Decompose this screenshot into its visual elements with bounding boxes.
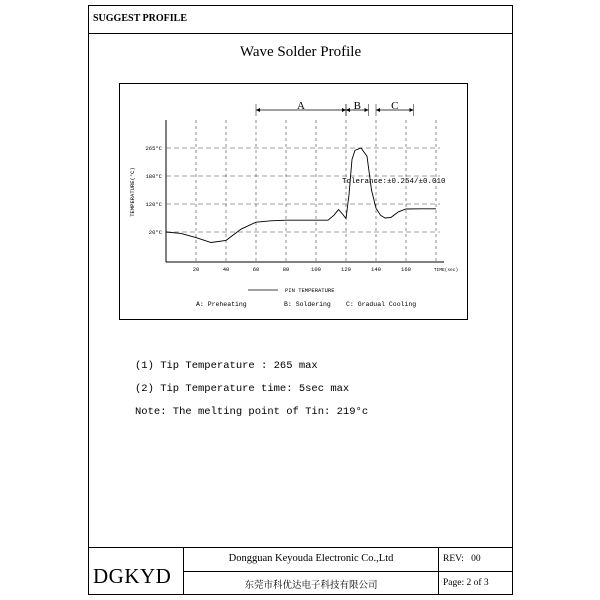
- company-name-en: Dongguan Keyouda Electronic Co.,Ltd: [228, 553, 394, 564]
- wave-solder-chart: [120, 84, 467, 319]
- header-bar: [89, 6, 512, 34]
- note-melting-point: Note: The melting point of Tin: 219°c: [135, 406, 369, 418]
- x-tick-label: 160: [401, 266, 411, 273]
- zone-arrow-head-left: [376, 108, 380, 112]
- page-title: Wave Solder Profile: [239, 44, 362, 60]
- x-tick-label: 120: [341, 266, 351, 273]
- rev-label: REV:: [443, 554, 464, 564]
- x-tick-label: 80: [282, 266, 290, 273]
- header-title: SUGGEST PROFILE: [93, 13, 188, 24]
- footer: [89, 547, 512, 594]
- zone-arrow-head-right: [365, 108, 369, 112]
- x-tick-label: 40: [222, 266, 230, 273]
- revision-field: [443, 554, 481, 564]
- footer-divider: [184, 571, 512, 572]
- legend-gradual-cooling: C: Gradual Cooling: [346, 301, 417, 308]
- zone-label: C: [391, 100, 399, 112]
- company-name-cn: 东莞市科优达电子科技有限公司: [244, 580, 378, 591]
- page-value: 2 of 3: [466, 578, 489, 588]
- notes-block: [135, 355, 368, 424]
- company-logo: [89, 548, 184, 595]
- zone-arrow-head-left: [346, 108, 350, 112]
- x-tick-label: 140: [371, 266, 381, 273]
- y-tick-label: 265°C: [145, 145, 162, 152]
- legend-preheating: A: Preheating: [196, 301, 247, 308]
- y-tick-label: 120°C: [145, 201, 162, 208]
- note-tip-time: (2) Tip Temperature time: 5sec max: [135, 383, 350, 395]
- legend-soldering: B: Soldering: [284, 301, 331, 308]
- x-axis-label: TIME(sec): [433, 268, 459, 273]
- zone-label: B: [353, 100, 361, 112]
- legend-pin-temperature: PIN TEMPERATURE: [285, 287, 335, 294]
- y-tick-label: 20°C: [148, 229, 162, 236]
- zone-arrow-head-left: [256, 108, 260, 112]
- x-tick-label: 60: [252, 266, 260, 273]
- x-tick-label: 100: [311, 266, 321, 273]
- pin-temperature-line: [166, 148, 436, 243]
- y-tick-label: 180°C: [145, 173, 162, 180]
- zone-label: A: [297, 100, 305, 112]
- note-tip-temperature: (1) Tip Temperature : 265 max: [135, 360, 318, 372]
- x-tick-label: 20: [192, 266, 200, 273]
- zone-arrow-head-right: [410, 108, 414, 112]
- rev-value: 00: [471, 554, 481, 564]
- page-number-field: [443, 578, 489, 588]
- logo-text: DGKYD: [93, 564, 172, 588]
- chart-box: [119, 83, 468, 320]
- page-label: Page:: [443, 578, 465, 588]
- y-axis-label: TEMPERATURE(°C): [129, 167, 136, 217]
- zone-arrow-head-right: [342, 108, 346, 112]
- document-frame: [88, 5, 513, 595]
- tolerance-annotation: Tolerance:±0.254/±0.010: [342, 178, 446, 186]
